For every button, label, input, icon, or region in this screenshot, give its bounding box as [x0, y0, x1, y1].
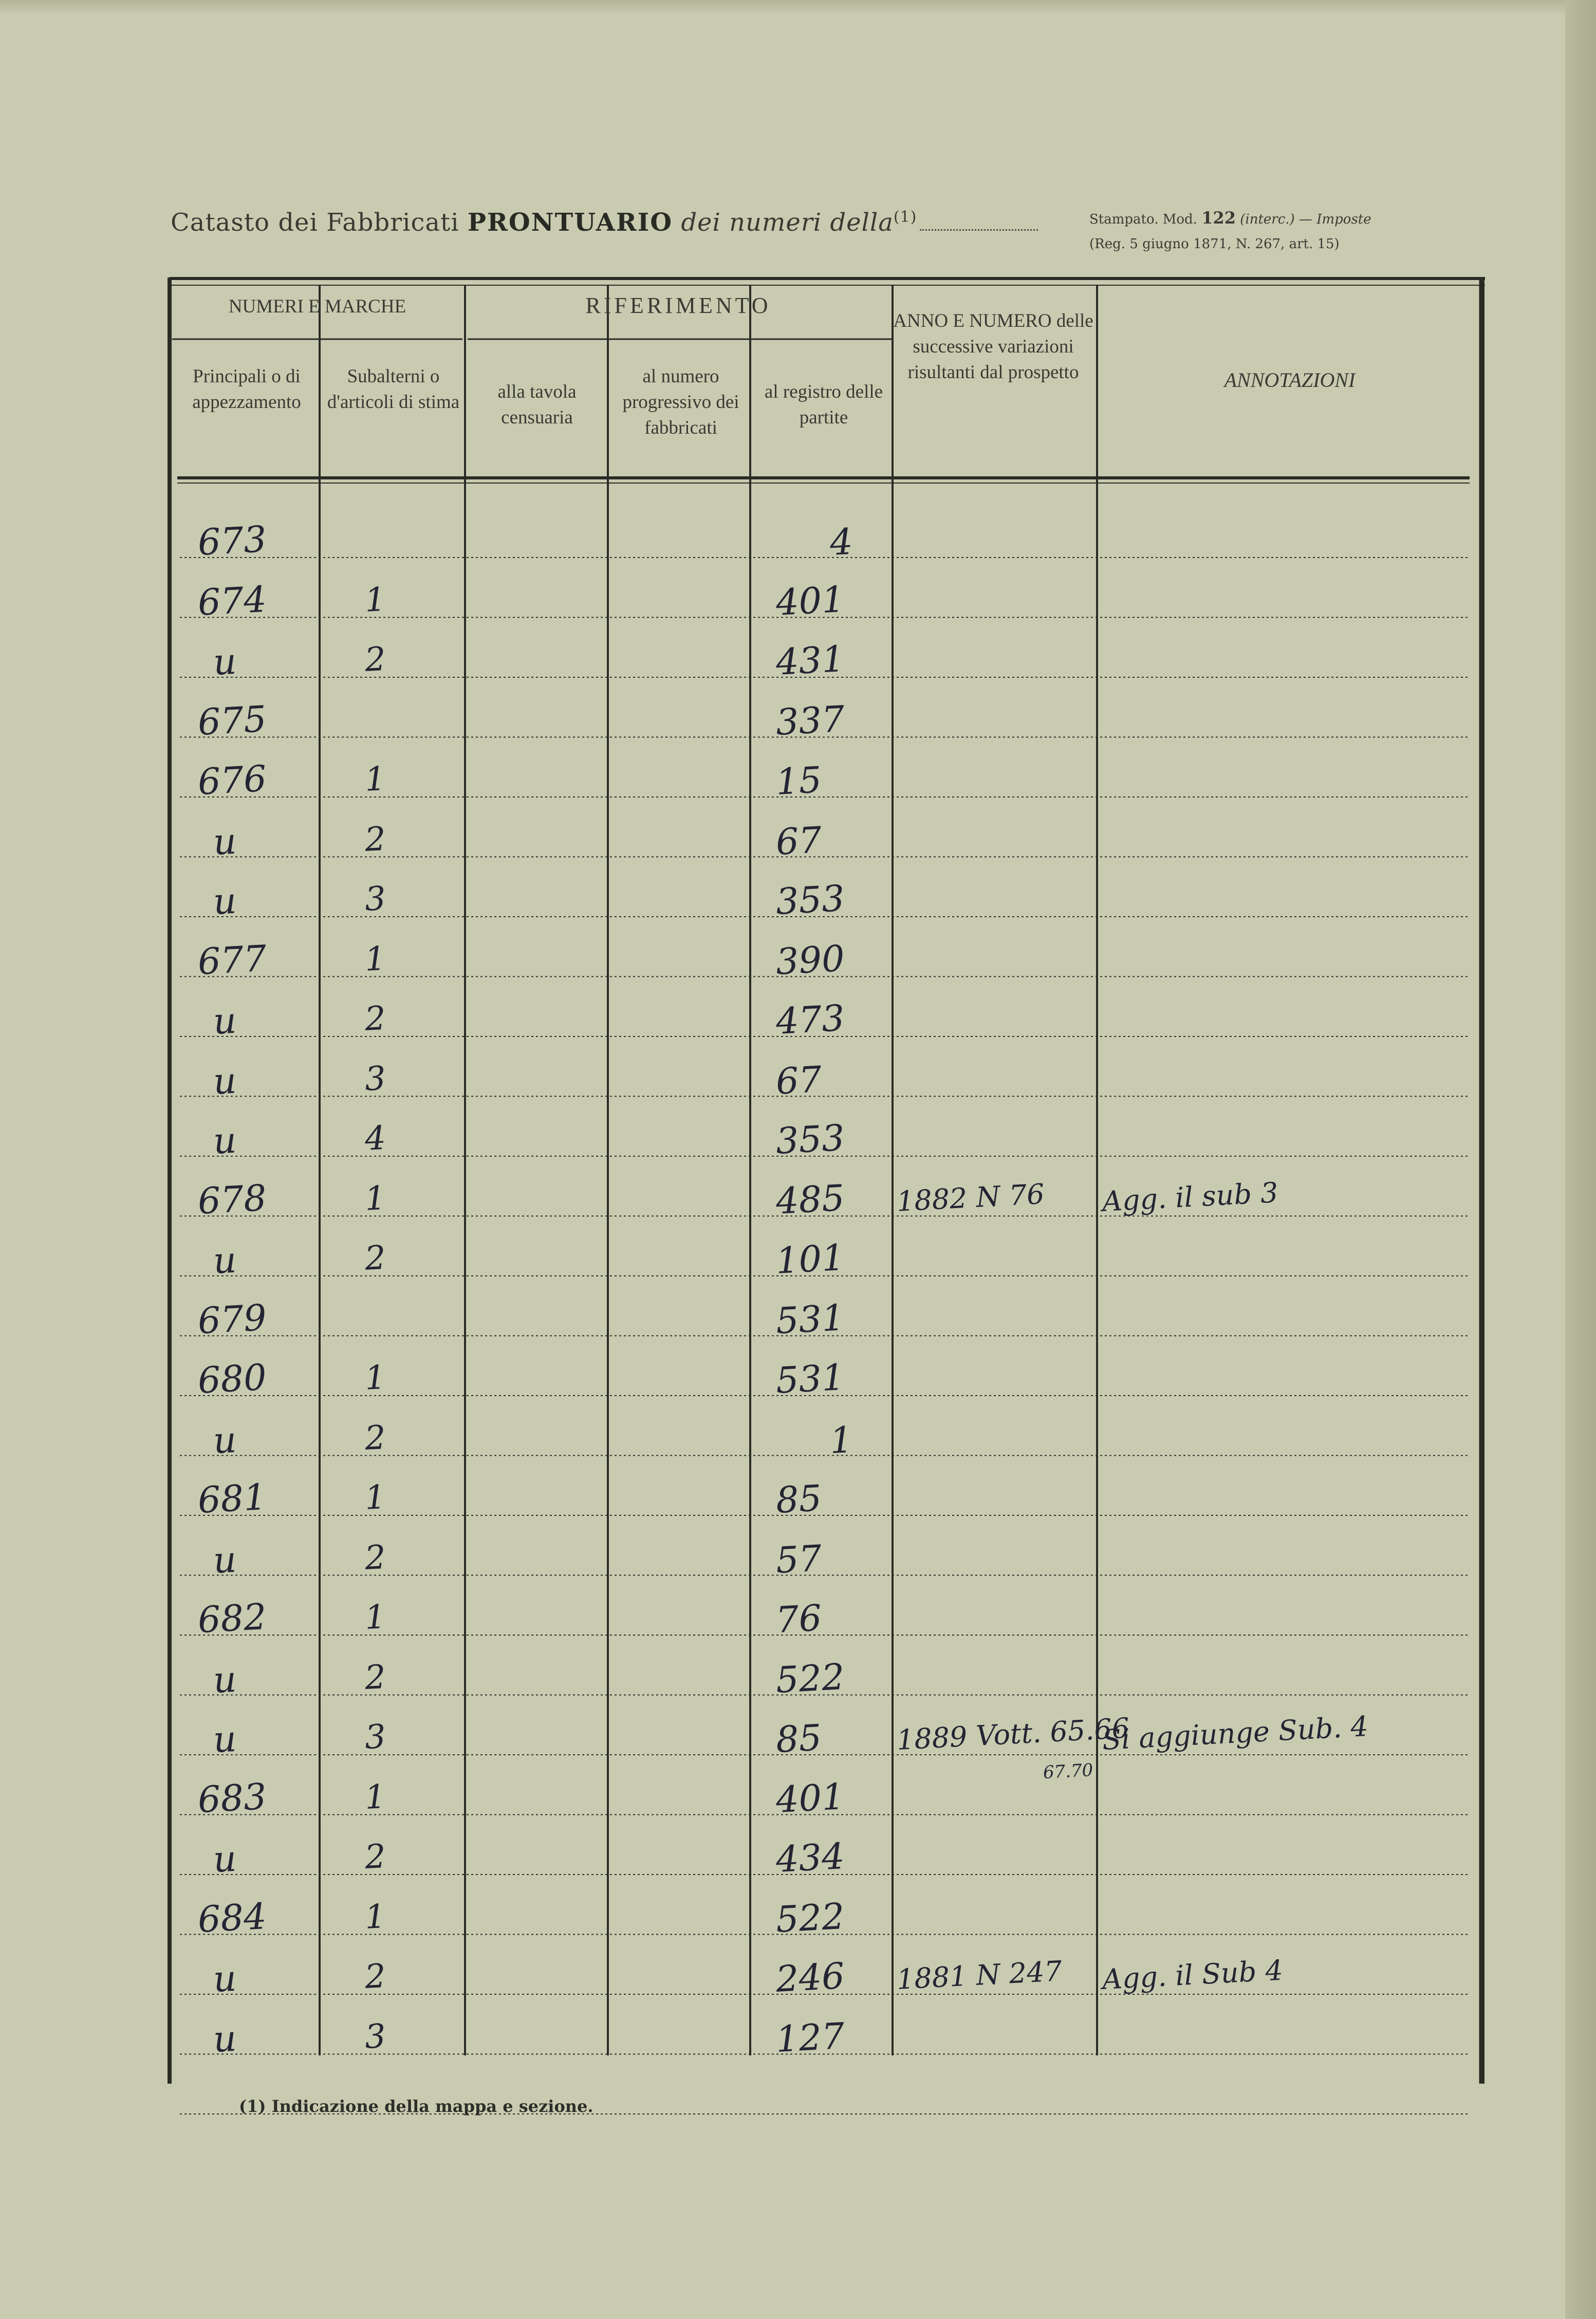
- header-numeri-marche: NUMERI E MARCHE: [228, 296, 406, 317]
- stamp-line2: (Reg. 5 giugno 1871, N. 267, art. 15): [1089, 236, 1340, 252]
- cell-principale: u: [212, 2017, 238, 2061]
- cell-principale: u: [212, 640, 238, 683]
- cell-subalterno: 3: [364, 1059, 387, 1099]
- header-anno-numero: ANNO E NUMERO delle successive variazioni risultanti dal prospetto: [893, 310, 1093, 383]
- cell-subalterno: 1: [364, 1897, 387, 1937]
- cell-principale: 677: [196, 937, 268, 983]
- stamp-line1-b: (interc.) — Imposte: [1240, 212, 1371, 227]
- header-riferimento: RIFERIMENTO: [585, 293, 771, 318]
- cell-principale: 674: [196, 578, 268, 624]
- header-registro: al registro delle partite: [764, 381, 883, 428]
- header-annotazioni: ANNOTAZIONI: [1224, 368, 1356, 392]
- cell-principale: 676: [196, 757, 268, 803]
- cell-subalterno: 1: [364, 580, 387, 620]
- title-sup: (1): [893, 208, 917, 226]
- cell-subalterno: 2: [364, 1418, 387, 1458]
- cell-subalterno: 2: [364, 1538, 387, 1578]
- cell-registro: 401: [774, 1775, 846, 1821]
- cell-registro: 473: [774, 997, 846, 1043]
- cell-subalterno: 1: [364, 759, 387, 799]
- cell-principale: u: [212, 1837, 238, 1881]
- form-title: [171, 208, 1038, 237]
- cell-subalterno: 1: [364, 1179, 387, 1218]
- cell-variazioni-extra: 67.70: [1042, 1759, 1094, 1783]
- header-tavola: alla tavola censuaria: [497, 381, 577, 428]
- cell-registro: 85: [774, 1716, 823, 1761]
- cell-registro: 1: [828, 1418, 854, 1462]
- cell-registro: 353: [774, 1117, 846, 1162]
- cell-registro: 337: [774, 697, 846, 744]
- title-dots: [920, 229, 1038, 231]
- cell-registro: 15: [774, 758, 823, 803]
- cell-variazioni: 1881 N 247: [896, 1955, 1063, 1996]
- cell-principale: 681: [196, 1476, 268, 1522]
- stamp-line1-a: Stampato. Mod.: [1089, 212, 1197, 227]
- cell-principale: u: [212, 1957, 238, 2000]
- cell-registro: 353: [774, 877, 846, 923]
- cell-principale: u: [212, 1119, 238, 1162]
- cell-subalterno: 1: [364, 1478, 387, 1517]
- cell-principale: 684: [196, 1895, 268, 1941]
- cell-subalterno: 1: [364, 1777, 387, 1817]
- cell-subalterno: 2: [364, 1957, 387, 1996]
- cell-registro: 57: [774, 1536, 823, 1582]
- page-edge: [1565, 0, 1596, 2319]
- cell-registro: 431: [774, 638, 846, 683]
- cell-subalterno: 2: [364, 640, 387, 679]
- title-italic: dei numeri della: [681, 208, 894, 237]
- cell-registro: 531: [774, 1296, 846, 1342]
- stamp-model-number: 122: [1201, 208, 1236, 228]
- cell-registro: 76: [774, 1597, 823, 1641]
- cell-annotazioni: Agg. il Sub 4: [1101, 1954, 1284, 1996]
- cell-variazioni: 1882 N 76: [896, 1177, 1045, 1218]
- cell-principale: u: [212, 879, 238, 923]
- cell-principale: 673: [196, 518, 268, 564]
- cell-registro: 246: [774, 1955, 846, 2000]
- cell-subalterno: 2: [364, 1238, 387, 1278]
- cell-annotazioni: Agg. il sub 3: [1101, 1176, 1279, 1218]
- cell-principale: 682: [196, 1596, 268, 1641]
- cell-principale: u: [212, 999, 238, 1043]
- page-top-shadow: [0, 0, 1596, 15]
- cell-subalterno: 3: [364, 1717, 387, 1757]
- cell-annotazioni: Si aggiunge Sub. 4: [1101, 1710, 1369, 1756]
- cell-registro: 127: [774, 2014, 846, 2061]
- cell-registro: 85: [774, 1477, 823, 1522]
- cell-subalterno: 1: [364, 1598, 387, 1637]
- cell-registro: 390: [774, 937, 846, 983]
- cell-principale: u: [212, 1717, 238, 1761]
- cell-subalterno: 4: [364, 1119, 387, 1158]
- cell-subalterno: 2: [364, 999, 387, 1038]
- cell-subalterno: 3: [364, 2017, 387, 2056]
- cell-principale: u: [212, 820, 238, 863]
- cell-principale: 675: [196, 697, 268, 744]
- cell-subalterno: 2: [364, 1837, 387, 1877]
- cell-principale: 680: [196, 1356, 268, 1402]
- cell-subalterno: 3: [364, 879, 387, 919]
- cell-subalterno: 2: [364, 1658, 387, 1697]
- cell-registro: 522: [774, 1655, 846, 1701]
- cell-subalterno: 1: [364, 939, 387, 979]
- cell-registro: 522: [774, 1895, 846, 1941]
- title-prefix: Catasto dei Fabbricati: [171, 208, 459, 237]
- header-subalterni: Subalterni o d'articoli di stima: [327, 366, 460, 413]
- cell-principale: u: [212, 1538, 238, 1582]
- cell-subalterno: 1: [364, 1358, 387, 1398]
- cell-registro: 4: [828, 520, 854, 564]
- footnote: (1) Indicazione della mappa e sezione.: [239, 2097, 593, 2116]
- stamp-info: [1089, 206, 1371, 256]
- header-numero-progressivo: al numero progressivo dei fabbricati: [622, 366, 739, 438]
- cell-principale: 679: [196, 1296, 268, 1342]
- cell-registro: 67: [774, 818, 823, 863]
- cell-subalterno: 2: [364, 820, 387, 859]
- cell-principale: u: [212, 1238, 238, 1282]
- cell-registro: 67: [774, 1058, 823, 1103]
- cell-registro: 101: [774, 1236, 846, 1282]
- cell-registro: 485: [774, 1176, 846, 1222]
- header-principali: Principali o di appezzamento: [192, 366, 301, 413]
- cell-registro: 434: [774, 1835, 846, 1881]
- cell-registro: 401: [774, 578, 846, 624]
- cell-registro: 531: [774, 1356, 846, 1402]
- cell-principale: u: [212, 1658, 238, 1701]
- cell-principale: u: [212, 1418, 238, 1462]
- cell-variazioni: 1889 Vott. 65.66: [896, 1712, 1130, 1756]
- cell-principale: 683: [196, 1775, 268, 1821]
- cell-principale: 678: [196, 1176, 268, 1222]
- cell-principale: u: [212, 1059, 238, 1103]
- title-bold: PRONTUARIO: [467, 208, 673, 237]
